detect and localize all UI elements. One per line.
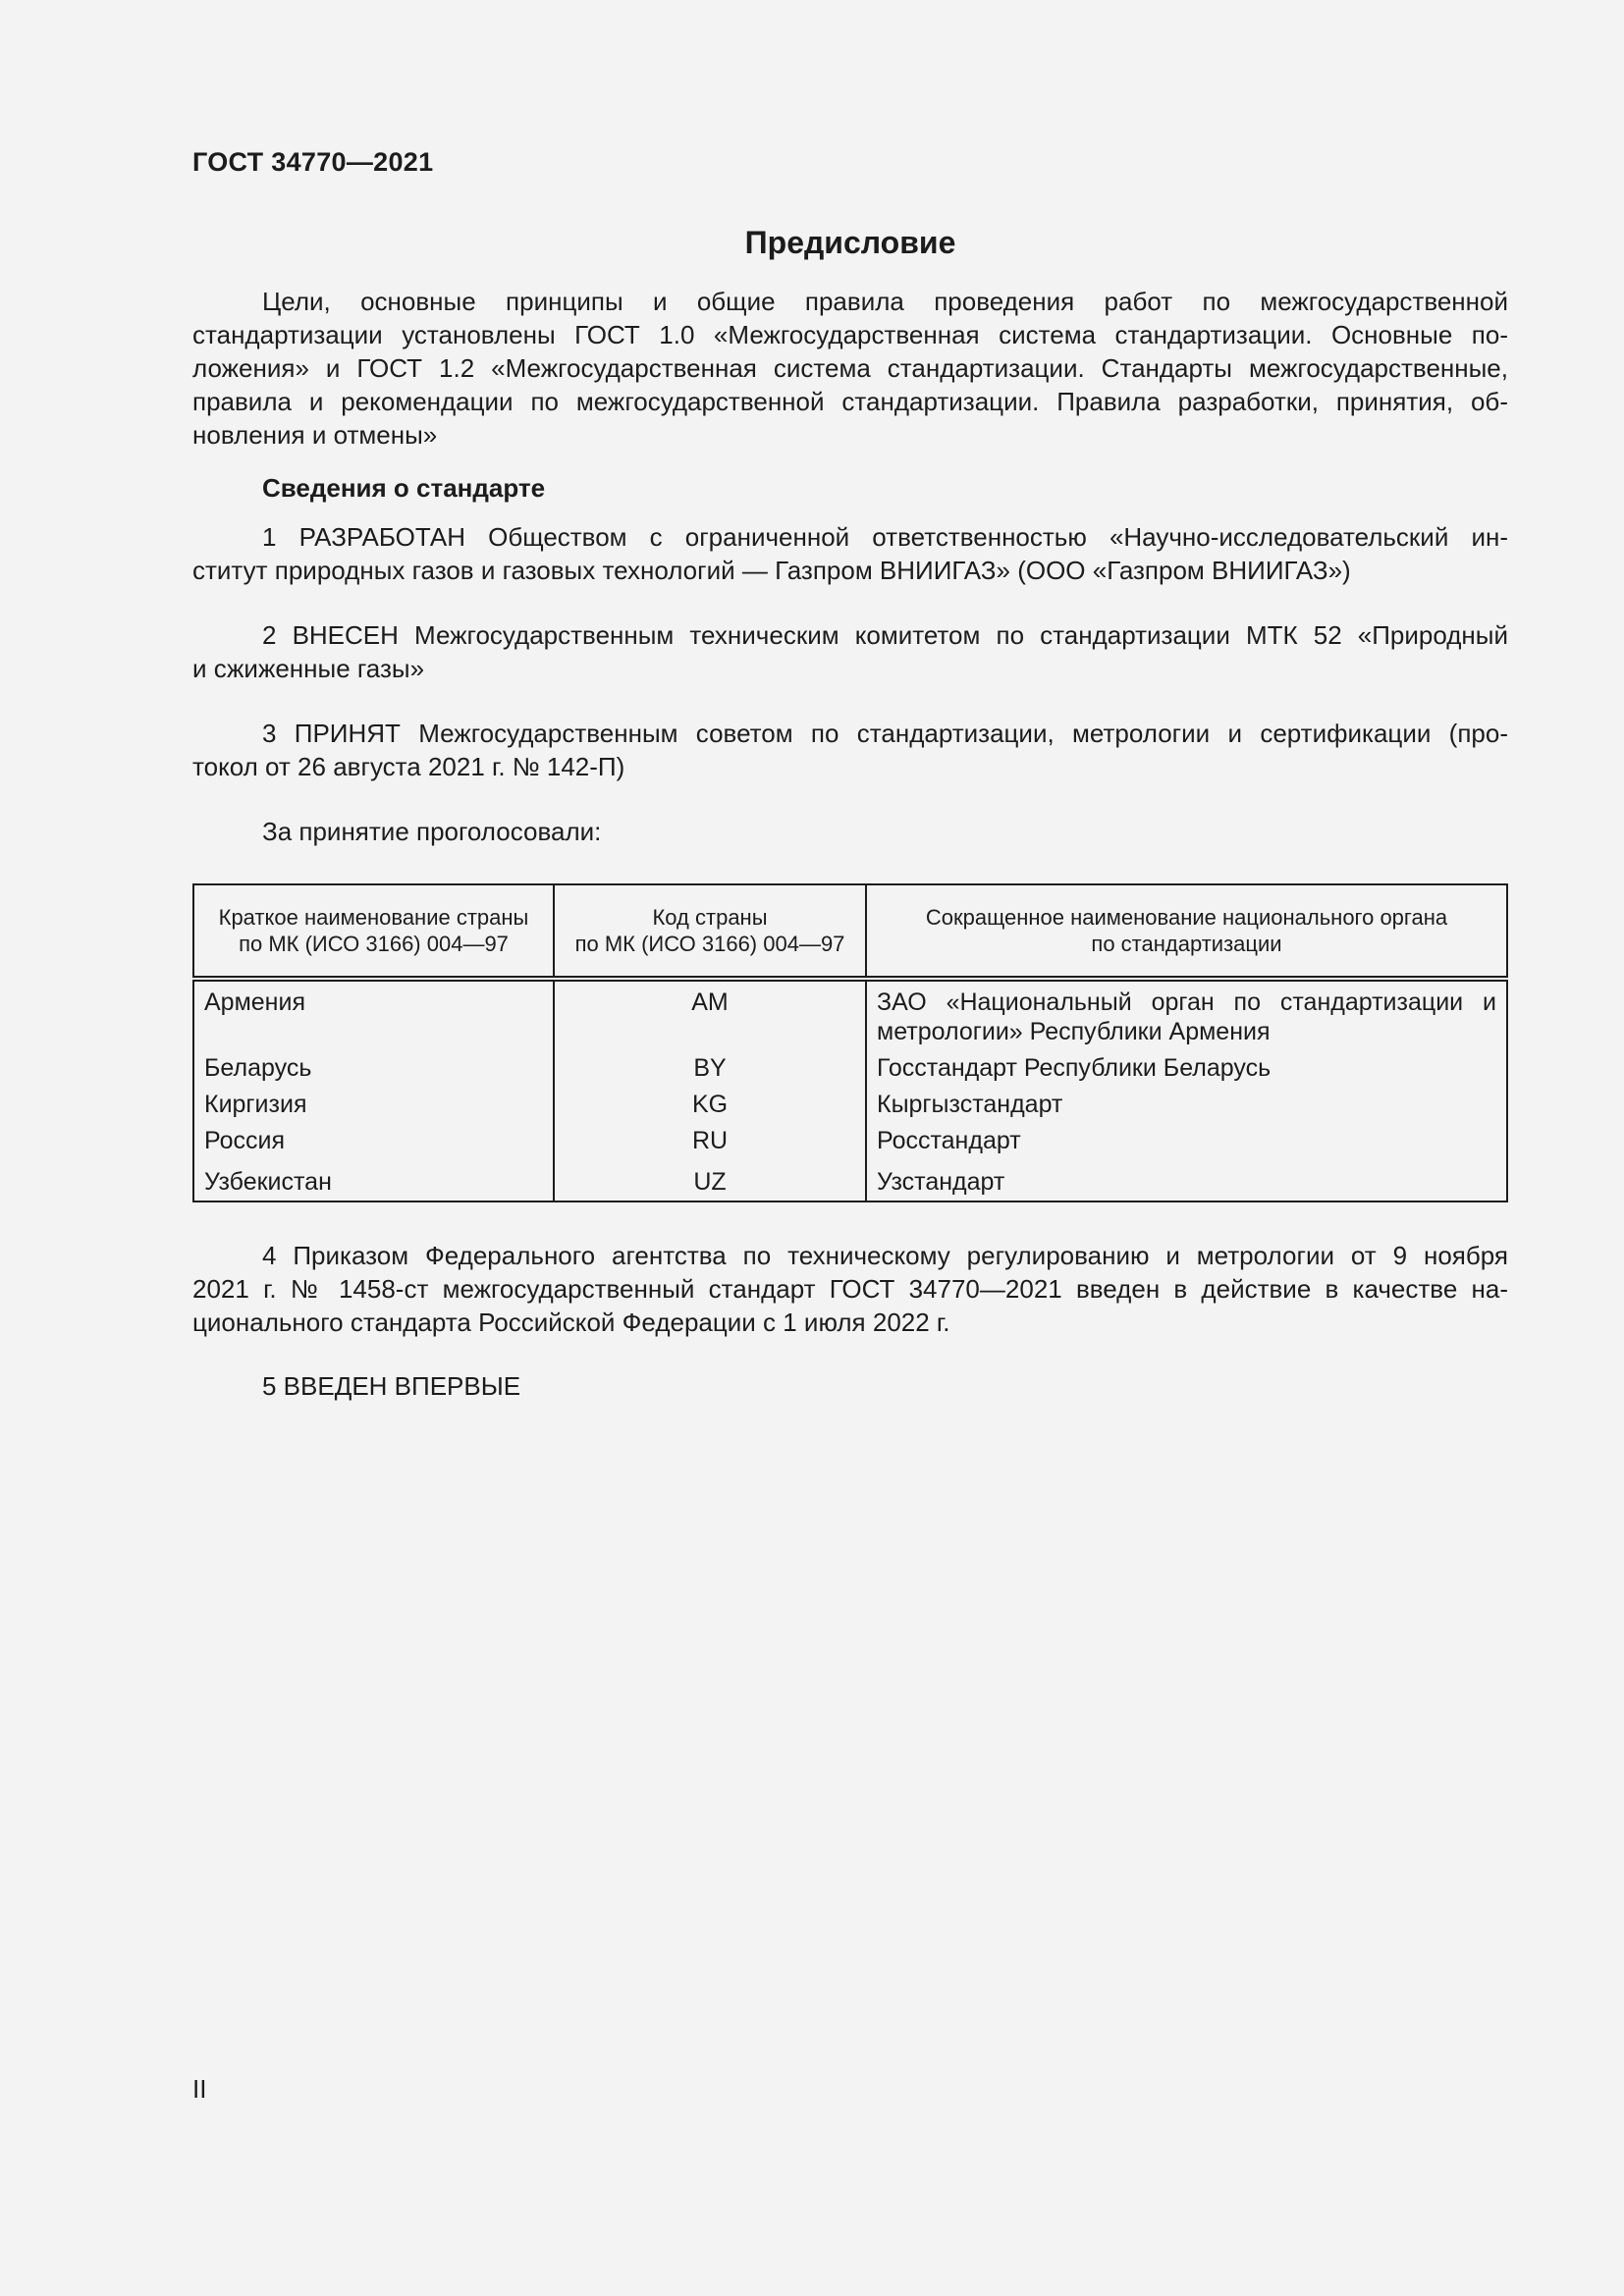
item-enacted xyxy=(192,1239,1508,1339)
header-country-code: Код страны по МК (ИСО 3166) 004—97 xyxy=(554,884,866,979)
item-first-introduced: 5 ВВЕДЕН ВПЕРВЫЕ xyxy=(262,1371,521,1401)
intro-paragraph xyxy=(192,285,1508,452)
standard-info-heading: Сведения о стандарте xyxy=(262,473,546,503)
item-introduced xyxy=(192,618,1508,685)
paragraph-line: ционального стандарта Российской Федерации с 1 июля 2022 г. xyxy=(192,1308,950,1337)
item-adopted xyxy=(192,717,1508,783)
table-row xyxy=(193,1155,1507,1201)
table-header-row xyxy=(193,884,1507,979)
country-cell: Киргизия xyxy=(193,1083,554,1119)
paragraph-line: 2021 г. № 1458-ст межгосударственный стандарт ГОСТ 34770—2021 введен в действие в качестве на- xyxy=(192,1274,1508,1304)
paragraph-line: правила и рекомендации по межгосударственной стандартизации. Правила разработки, принятия, об- xyxy=(192,387,1508,416)
country-cell: Узбекистан xyxy=(193,1155,554,1201)
table-row xyxy=(193,1119,1507,1155)
country-cell: Россия xyxy=(193,1119,554,1155)
vote-intro: За принятие проголосовали: xyxy=(262,817,602,846)
header-country-name: Краткое наименование страны по МК (ИСО 3166) 004—97 xyxy=(193,884,554,979)
paragraph-line: новления и отмены» xyxy=(192,420,438,450)
code-cell: KG xyxy=(554,1083,866,1119)
paragraph-line: 3 ПРИНЯТ Межгосударственным советом по стандартизации, метрологии и сертификации (про- xyxy=(262,719,1508,748)
header-national-body: Сокращенное наименование национального органа по стандартизации xyxy=(866,884,1507,979)
paragraph-line: токол от 26 августа 2021 г. № 142-П) xyxy=(192,752,625,781)
code-cell: UZ xyxy=(554,1155,866,1201)
country-cell: Беларусь xyxy=(193,1046,554,1083)
country-cell: Армения xyxy=(193,979,554,1046)
body-cell: Росстандарт xyxy=(866,1119,1507,1155)
document-code-header: ГОСТ 34770—2021 xyxy=(192,147,434,177)
paragraph-line: ложения» и ГОСТ 1.2 «Межгосударственная система стандартизации. Стандарты межгосударственные, xyxy=(192,353,1508,383)
body-cell: Кыргызстандарт xyxy=(866,1083,1507,1119)
body-cell: Узстандарт xyxy=(866,1155,1507,1201)
table-row xyxy=(193,1046,1507,1083)
paragraph-line: 2 ВНЕСЕН Межгосударственным техническим комитетом по стандартизации МТК 52 «Природный xyxy=(262,620,1508,650)
paragraph-line: ститут природных газов и газовых технологий — Газпром ВНИИГАЗ» (ООО «Газпром ВНИИГАЗ») xyxy=(192,556,1351,585)
code-cell: BY xyxy=(554,1046,866,1083)
body-cell: ЗАО «Национальный орган по стандартизации и метрологии» Республики Армения xyxy=(866,979,1507,1046)
paragraph-line: 1 РАЗРАБОТАН Обществом с ограниченной ответственностью «Научно-исследовательский ин- xyxy=(262,522,1508,552)
paragraph-line: стандартизации установлены ГОСТ 1.0 «Межгосударственная система стандартизации. Основные по- xyxy=(192,320,1508,349)
code-cell: RU xyxy=(554,1119,866,1155)
paragraph-line: и сжиженные газы» xyxy=(192,654,425,683)
body-cell: Госстандарт Республики Беларусь xyxy=(866,1046,1507,1083)
preface-title: Предисловие xyxy=(744,225,956,260)
table-row xyxy=(193,979,1507,1046)
paragraph-line: 4 Приказом Федерального агентства по техническому регулированию и метрологии от 9 ноября xyxy=(262,1241,1508,1270)
page-number: II xyxy=(192,2074,207,2104)
table-row xyxy=(193,1083,1507,1119)
paragraph-line: Цели, основные принципы и общие правила проведения работ по межгосударственной xyxy=(262,287,1508,316)
voting-table xyxy=(192,883,1508,1202)
item-developed xyxy=(192,520,1508,587)
code-cell: AM xyxy=(554,979,866,1046)
